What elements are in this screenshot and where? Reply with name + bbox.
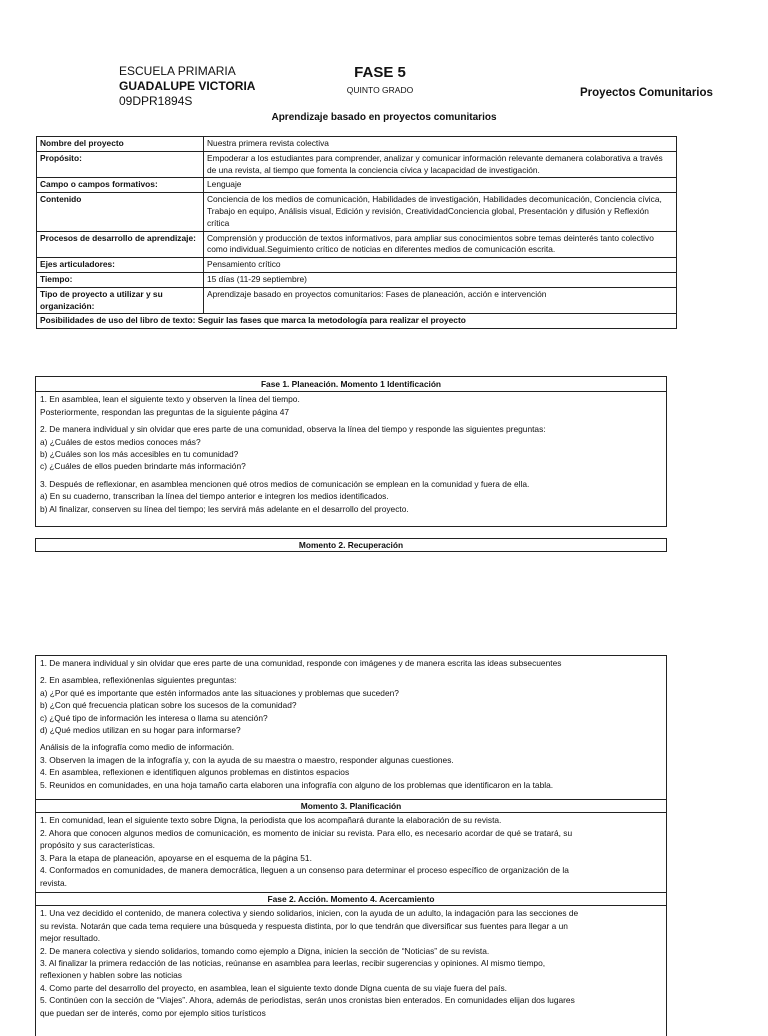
text-line: 3. Después de reflexionar, en asamblea mencionen qué otros medios de comunicación se emplean en la comunidad y fuera de ella.: [40, 478, 530, 489]
text-line: 1. Una vez decidido el contenido, de manera colectiva y siendo solidarios, inicien, con la ayuda de un adulto, la indagación para las secciones de: [40, 908, 579, 919]
value-line: manera colaborativa a través de una revista, al tiempo que fomenta la conciencia cívica y la: [207, 152, 663, 175]
row-value: [204, 258, 677, 273]
school-line1: ESCUELA PRIMARIA: [119, 64, 236, 78]
phase-title: FASE 5: [354, 64, 406, 81]
text-line: 1. De manera individual y sin olvidar que eres parte de una comunidad, responde con imágenes y de manera escrita las ideas subsecuentes: [40, 658, 562, 668]
text-line: b) ¿Cuáles son los más accesibles en tu comunidad?: [40, 449, 239, 460]
row-label: Ejes articuladores:: [37, 258, 204, 273]
row-value: [204, 231, 677, 258]
text-line: 4. Conformados en comunidades, de manera democrática, lleguen a un consenso para determinar el proceso específico de organización de la: [40, 865, 569, 876]
row-label: Propósito:: [37, 151, 204, 178]
text-line: 2. Ahora que conocen algunos medios de comunicación, es momento de iniciar su revista. Para ello, es necesario acordar de qué se tratará, su: [40, 827, 573, 838]
row-value: [204, 272, 677, 287]
row-label: Procesos de desarrollo de aprendizaje:: [37, 231, 204, 258]
table-row: [37, 178, 677, 193]
school-info: [119, 64, 255, 109]
text-line: d) ¿Qué medios utilizan en su hogar para informarse?: [40, 725, 241, 736]
value-line: Conciencia global, Presentación y difusión y Reflexión crítica: [207, 205, 649, 228]
text-line: c) ¿Qué tipo de información les interesa o llama su atención?: [40, 712, 268, 723]
table-row: [37, 258, 677, 273]
phase-block: [340, 64, 420, 95]
phase1-body: [36, 392, 666, 526]
text-line: 5. Continúen con la sección de “Viajes”. Ahora, además de periodistas, serán unos cronistas bien enterados. En comunidades elijan dos lugares: [40, 995, 575, 1006]
table-row: [37, 137, 677, 152]
text-line: mejor resultado.: [40, 933, 101, 944]
text-line: 1. En asamblea, lean el siguiente texto y observen la línea del tiempo.: [40, 394, 300, 405]
value-line: Conciencia de los medios de comunicación, Habilidades de investigación, Habilidades de: [207, 194, 539, 205]
phase1-title: Fase 1. Planeación. Momento 1 Identificación: [36, 377, 666, 392]
moment3-title: Momento 3. Planificación: [36, 799, 666, 813]
text-line: 2. De manera individual y sin olvidar que eres parte de una comunidad, observa la línea del tiempo y responde las siguientes preguntas:: [40, 424, 546, 435]
moment2-title: Momento 2. Recuperación: [35, 538, 667, 552]
text-line: 5. Reunidos en comunidades, en una hoja tamaño carta elaboren una infografía con alguno de los problemas que identificaron en la tabla.: [40, 779, 554, 790]
text-line: revista.: [40, 877, 67, 888]
table-row: [37, 151, 677, 178]
text-line: 2. En asamblea, reflexiónenlas siguientes preguntas:: [40, 675, 237, 686]
paragraph: [40, 657, 662, 669]
value-line: 15 días (11-29 septiembre): [207, 273, 307, 284]
text-line: a) ¿Por qué es importante que estén informados ante las situaciones y problemas que suceden?: [40, 687, 399, 698]
table-row: [37, 231, 677, 258]
textbook-usage: Posibilidades de uso del libro de texto: Seguir las fases que marca la metodología para realizar el proyecto: [37, 314, 677, 329]
text-line: 2. De manera colectiva y siendo solidarios, tomando como ejemplo a Digna, inicien la sección de “Noticias” de su revista.: [40, 945, 490, 956]
value-line: capacidad de investigación.: [436, 164, 540, 175]
text-line: a) En su cuaderno, transcriban la línea del tiempo anterior e integren los medios identificados.: [40, 491, 389, 502]
text-line: 4. En asamblea, reflexionen e identifiquen algunos problemas en distintos espacios: [40, 767, 350, 778]
row-value: [204, 193, 677, 231]
school-code: 09DPR1894S: [119, 94, 193, 108]
text-line: 3. Para la etapa de planeación, apoyarse en el esquema de la página 51.: [40, 852, 312, 863]
value-line: Empoderar a los estudiantes para comprender, analizar y comunicar información relevante de: [207, 152, 555, 163]
text-line: propósito y sus características.: [40, 840, 155, 851]
value-line: Pensamiento crítico: [207, 259, 281, 270]
value-line: Comprensión y producción de textos informativos, para ampliar sus conocimientos sobre temas de: [207, 232, 573, 243]
phase1-box: [35, 376, 667, 527]
text-line: b) ¿Con qué frecuencia platican sobre los sucesos de la comunidad?: [40, 700, 297, 711]
paragraph: [40, 674, 662, 736]
paragraph: [40, 741, 662, 791]
moment3-body: [36, 813, 666, 891]
value-line: interés tanto colectivo como individual.: [207, 232, 654, 255]
row-value: [204, 151, 677, 178]
grade-label: QUINTO GRADO: [346, 85, 414, 95]
moment2-body: [36, 656, 666, 799]
phase2-body: [36, 906, 666, 1022]
text-line: Posteriormente, respondan las preguntas de la siguiente página 47: [40, 406, 290, 417]
page2-box: [35, 655, 667, 1036]
table-row: [37, 193, 677, 231]
text-line: su revista. Notarán que cada tema requiere una búsqueda y respuesta distinta, por lo que tendrán que diversificar sus fuentes para llegar a un: [40, 920, 568, 931]
paragraph: [40, 478, 662, 515]
phase2-title: Fase 2. Acción. Momento 4. Acercamiento: [36, 892, 666, 906]
paragraph: [40, 423, 662, 473]
value-line: Nuestra primera revista colectiva: [207, 138, 329, 148]
text-line: 3. Observen la imagen de la infografía y, con la ayuda de su maestra o maestro, responder algunas cuestiones.: [40, 754, 454, 765]
text-line: a) ¿Cuáles de estos medios conoces más?: [40, 436, 201, 447]
row-label: Tiempo:: [37, 272, 204, 287]
row-value: [204, 178, 677, 193]
row-label: Nombre del proyecto: [37, 137, 204, 152]
text-line: reflexionen y hablen sobre las noticias: [40, 970, 182, 981]
value-line: Aprendizaje basado en proyectos comunitarios: Fases de planeación, acción e intervención: [207, 288, 547, 299]
projects-label: Proyectos Comunitarios: [580, 87, 713, 99]
table-row: [37, 272, 677, 287]
text-line: que puedan ser de interés, como por ejemplo sitios turísticos: [40, 1007, 266, 1018]
row-label: Campo o campos formativos:: [37, 178, 204, 193]
text-line: c) ¿Cuáles de ellos pueden brindarte más información?: [40, 461, 246, 472]
page-subtitle: Aprendizaje basado en proyectos comunitarios: [271, 112, 497, 123]
table-row: [37, 287, 677, 314]
row-label: Tipo de proyecto a utilizar y su organización:: [37, 287, 204, 314]
text-line: b) Al finalizar, conserven su línea del tiempo; les servirá más adelante en el desarrollo del proyecto.: [40, 503, 409, 514]
text-line: 1. En comunidad, lean el siguiente texto sobre Digna, la periodista que los acompañará durante la elaboración de su revista.: [40, 815, 502, 826]
paragraph: [40, 393, 662, 418]
row-value: [204, 287, 677, 314]
text-line: Análisis de la infografía como medio de información.: [40, 742, 235, 753]
table-footer-row: [37, 314, 677, 329]
text-line: 3. Al finalizar la primera redacción de las noticias, reúnanse en asamblea para leerlas, recibir sugerencias y opiniones. Al mismo tiempo,: [40, 957, 546, 968]
row-label: Contenido: [37, 193, 204, 231]
value-line: Seguimiento crítico de noticias en diferentes medios de comunicación escrita.: [267, 244, 556, 255]
value-line: comunicación, Conciencia cívica, Trabajo en equipo, Análisis visual, Edición y revisión, Creatividad: [207, 194, 662, 216]
row-value: [204, 137, 677, 152]
value-line: Lenguaje: [207, 179, 242, 190]
school-name: GUADALUPE VICTORIA: [119, 79, 256, 93]
project-table: [36, 136, 677, 329]
text-line: 4. Como parte del desarrollo del proyecto, en asamblea, lean el siguiente texto donde Digna cuenta de su viaje fuera del país.: [40, 982, 507, 993]
